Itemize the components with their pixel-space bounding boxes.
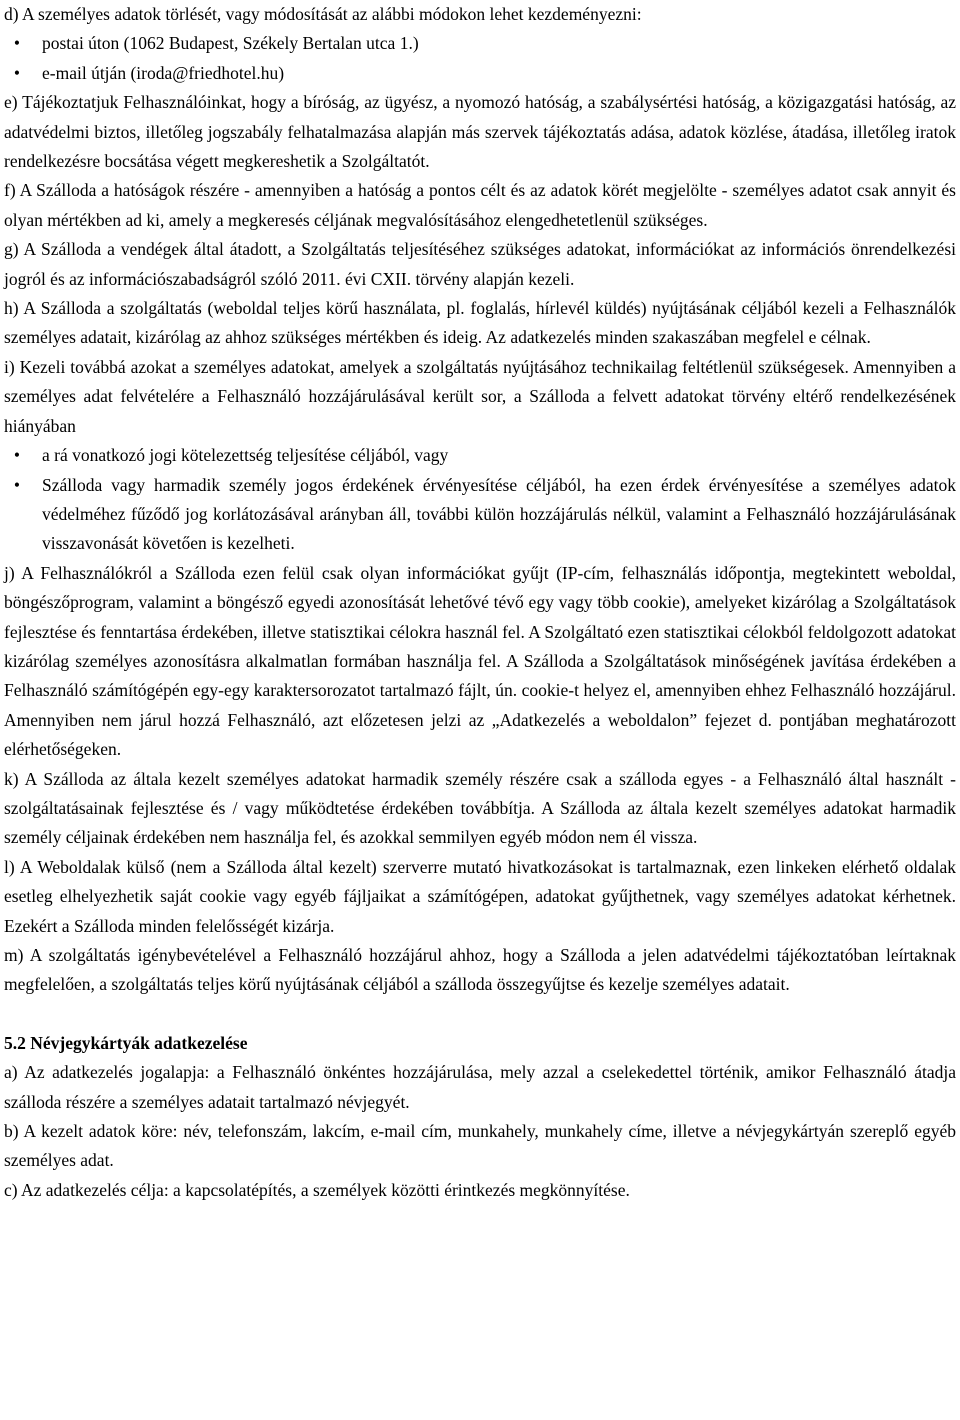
paragraph-m: m) A szolgáltatás igénybevételével a Felhasználó hozzájárul ahhoz, hogy a Szálloda a jelen adatvédelmi tájékoztatóban leírtaknak megfelelően, a szolgáltatás teljes körű nyújtásának céljából a szálloda összegyűjtse és kezelje személyes adatait. <box>4 945 956 995</box>
bullet-icon: • <box>13 62 21 83</box>
list-i-purposes <box>4 441 956 559</box>
list-item-text: postai úton (1062 Budapest, Székely Bertalan utca 1.) <box>42 33 419 54</box>
list-d-contacts <box>4 29 956 88</box>
bullet-icon: • <box>13 474 21 495</box>
paragraph-f: f) A Szálloda a hatóságok részére - amennyiben a hatóság a pontos célt és az adatok körét megjelölte - személyes adatot csak annyit és olyan mértékben ad ki, amely a megkeresés céljának megvalósításához elengedhetetlenül szükséges. <box>4 180 956 230</box>
paragraph-h: h) A Szálloda a szolgáltatás (weboldal teljes körű használata, pl. foglalás, hírlevél küldés) nyújtásának céljából kezeli a Felhasználók személyes adatait, kizárólag az ahhoz szükséges mértékben és ideig. Az adatkezelés minden szakaszában megfelel e célnak. <box>4 298 956 348</box>
section-title: 5.2 Névjegykártyák adatkezelése <box>4 1032 248 1053</box>
list-item-text: Szálloda vagy harmadik személy jogos érdekének érvényesítése céljából, ha ezen érdek érvényesítése a személyes adatok védelméhez fűződő jog korlátozásával arányban áll, további külön hozzájárulás nélkül, valamint a Felhasználó hozzájárulásának visszavonását követően is kezelheti. <box>42 474 956 554</box>
paragraph-section-a: a) Az adatkezelés jogalapja: a Felhasználó önkéntes hozzájárulása, mely azzal a cselekedettel történik, amikor Felhasználó átadja szálloda részére a személyes adatait tartalmazó névjegyét. <box>4 1062 956 1112</box>
paragraph-section-b: b) A kezelt adatok köre: név, telefonszám, lakcím, e-mail cím, munkahely, munkahely címe, illetve a névjegykártyán szereplő egyéb személyes adat. <box>4 1121 956 1171</box>
paragraph-e: e) Tájékoztatjuk Felhasználóinkat, hogy a bíróság, az ügyész, a nyomozó hatóság, a szabálysértési hatóság, a közigazgatási hatóság, az adatvédelmi biztos, illetőleg jogszabály felhatalmazása alapján más szervek tájékoztatás adása, adatok közlése, átadása, illetőleg iratok rendelkezésre bocsátása végett megkereshetik a Szolgáltatót. <box>4 92 956 172</box>
list-item-text: a rá vonatkozó jogi kötelezettség teljesítése céljából, vagy <box>42 445 449 466</box>
paragraph-g: g) A Szálloda a vendégek által átadott, a Szolgáltatás teljesítéséhez szükséges adatokat, információkat az információs önrendelkezési jogról és az információszabadságról szóló 2011. évi CXII. törvény alapján kezeli. <box>4 239 956 289</box>
section-spacer <box>4 1000 956 1029</box>
paragraph-d-intro: d) A személyes adatok törlését, vagy módosítását az alábbi módokon lehet kezdeményezni: <box>4 4 642 24</box>
bullet-icon: • <box>13 33 21 54</box>
list-item <box>4 59 956 88</box>
paragraph-section-c: c) Az adatkezelés célja: a kapcsolatépítés, a személyek közötti érintkezés megkönnyítése. <box>4 1179 630 1200</box>
paragraph-k: k) A Szálloda az általa kezelt személyes adatokat harmadik személy részére csak a szálloda egyes - a Felhasználó által használt - szolgáltatásainak fejlesztése és / vagy működtetése érdekében továbbítja. A Szálloda az általa kezelt személyes adatokat harmadik személy céljainak érdekében nem használja fel, és azokkal semmilyen egyéb módon nem él vissza. <box>4 768 956 848</box>
list-item <box>4 29 956 58</box>
paragraph-l: l) A Weboldalak külső (nem a Szálloda által kezelt) szerverre mutató hivatkozásokat is tartalmaznak, ezen linkeken elérhető oldalak esetleg elhelyezhetik saját cookie vagy egyéb fájljaikat a számítógépen, adatokat gyűjthetnek, vagy személyes adatokat kérhetnek. Ezekért a Szálloda minden felelősségét kizárja. <box>4 856 956 936</box>
list-item <box>4 441 956 470</box>
paragraph-j: j) A Felhasználókról a Szálloda ezen felül csak olyan információkat gyűjt (IP-cím, felhasználás időpontja, megtekintett weboldal, böngészőprogram, valamint a böngésző egyedi azonosítását lehetővé tévő egy vagy több cookie), amelyeket kizárólag a Szolgáltatások fejlesztése és fenntartása érdekében, illetve statisztikai célokra használ fel. A Szolgáltató ezen statisztikai célokból feldolgozott adatokat kizárólag személyes azonosításra alkalmatlan formában használja fel. A Szálloda a Szolgáltatások minőségének javítása érdekében a Felhasználó számítógépén egy-egy karaktersorozatot tartalmazó fájlt, ún. cookie-t helyez el, amennyiben ehhez Felhasználó hozzájárul. Amennyiben nem járul hozzá Felhasználó, azt előzetesen jelzi az „Adatkezelés a weboldalon” fejezet d. pontjában meghatározott elérhetőségeken. <box>4 562 956 760</box>
paragraph-i-intro: i) Kezeli továbbá azokat a személyes adatokat, amelyek a szolgáltatás nyújtásához technikailag feltétlenül szükségesek. Amennyiben a személyes adat felvételére a Felhasználó hozzájárulásával került sor, a Szálloda a felvett adatokat törvény eltérő rendelkezésének hiányában <box>4 356 956 436</box>
bullet-icon: • <box>13 445 21 466</box>
list-item <box>4 471 956 559</box>
list-item-text: e-mail útján (iroda@friedhotel.hu) <box>42 62 285 83</box>
